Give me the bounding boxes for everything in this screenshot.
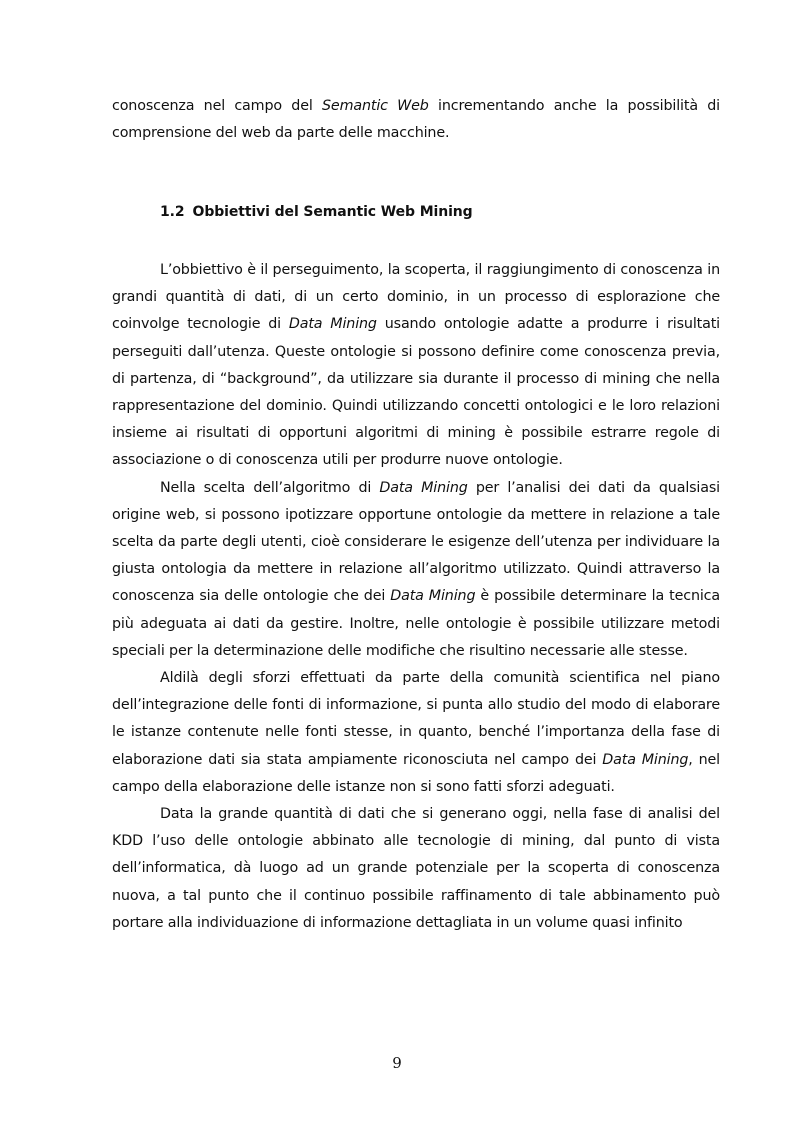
italic-term: Data Mining xyxy=(390,588,476,605)
italic-term: Data Mining xyxy=(288,316,377,333)
text-run: Nella scelta dell’algoritmo di xyxy=(160,479,380,496)
section-heading xyxy=(160,204,473,220)
paragraph-3 xyxy=(112,665,720,801)
text-run: è possibile determinare la tecnica più adeguata ai dati da gestire. Inoltre, nelle ontologie è possibile utilizzare metodi speciali per la determinazione delle modifiche che risultino necessarie alle stesse. xyxy=(112,588,721,659)
text-run: conoscenza nel campo del xyxy=(112,98,322,114)
section-title: Obbiettivi del Semantic Web Mining xyxy=(192,204,473,220)
intro-paragraph xyxy=(112,93,720,147)
section-body xyxy=(112,257,720,937)
text-run: incrementando anche la possibilità di comprensione del web da parte delle macchine. xyxy=(112,98,721,142)
italic-term: Data Mining xyxy=(379,479,468,496)
section-number: 1.2 xyxy=(160,204,185,220)
italic-term: Semantic Web xyxy=(322,98,429,114)
page-number: 9 xyxy=(392,1054,402,1072)
text-run: L’obbiettivo è il perseguimento, la scoperta, il raggiungimento di conoscenza in grandi quantità di dati, di un certo dominio, in un processo di esplorazione che coinvolge tecnologie di xyxy=(112,262,720,333)
text-run: Aldilà degli sforzi effettuati da parte della comunità scientifica nel piano dell’integrazione delle fonti di informazione, si punta allo studio del modo di elaborare le istanze contenute nelle fonti stesse, in quanto, benché l’importanza della fase di elaborazione dati sia stata ampiamente riconosciuta nel campo dei xyxy=(112,670,720,768)
intro-text xyxy=(112,93,720,147)
paragraph-1 xyxy=(112,257,720,475)
paragraph-2 xyxy=(112,475,720,665)
text-run: Data la grande quantità di dati che si generano oggi, nella fase di analisi del KDD l’uso delle ontologie abbinato alle tecnologie di mining, dal punto di vista dell’informatica, dà luogo ad un grande potenziale per la scoperta di conoscenza nuova, a tal punto che il continuo possibile raffinamento di tale abbinamento può portare alla individuazione di informazione dettagliata in un volume quasi infinito xyxy=(112,806,720,931)
text-run: usando ontologie adatte a produrre i risultati perseguiti dall’utenza. Queste ontologie si possono definire come conoscenza previa, di partenza, di “background”, da utilizzare sia durante il processo di mining che nella rappresentazione del dominio. Quindi utilizzando concetti ontologici e le loro relazioni insieme ai risultati di opportuni algoritmi di mining è possibile estrarre regole di associazione o di conoscenza utili per produrre nuove ontologie. xyxy=(112,316,721,469)
paragraph-4 xyxy=(112,801,720,937)
text-run: , nel campo della elaborazione delle istanze non si sono fatti sforzi adeguati. xyxy=(112,751,720,795)
italic-term: Data Mining xyxy=(602,751,689,768)
text-run: per l’analisi dei dati da qualsiasi origine web, si possono ipotizzare opportune ontologie da mettere in relazione a tale scelta da parte degli utenti, cioè considerare le esigenze dell’utenza per individuare la giusta ontologia da mettere in relazione all’algoritmo utilizzato. Quindi attraverso la conoscenza sia delle ontologie che dei xyxy=(112,479,720,605)
